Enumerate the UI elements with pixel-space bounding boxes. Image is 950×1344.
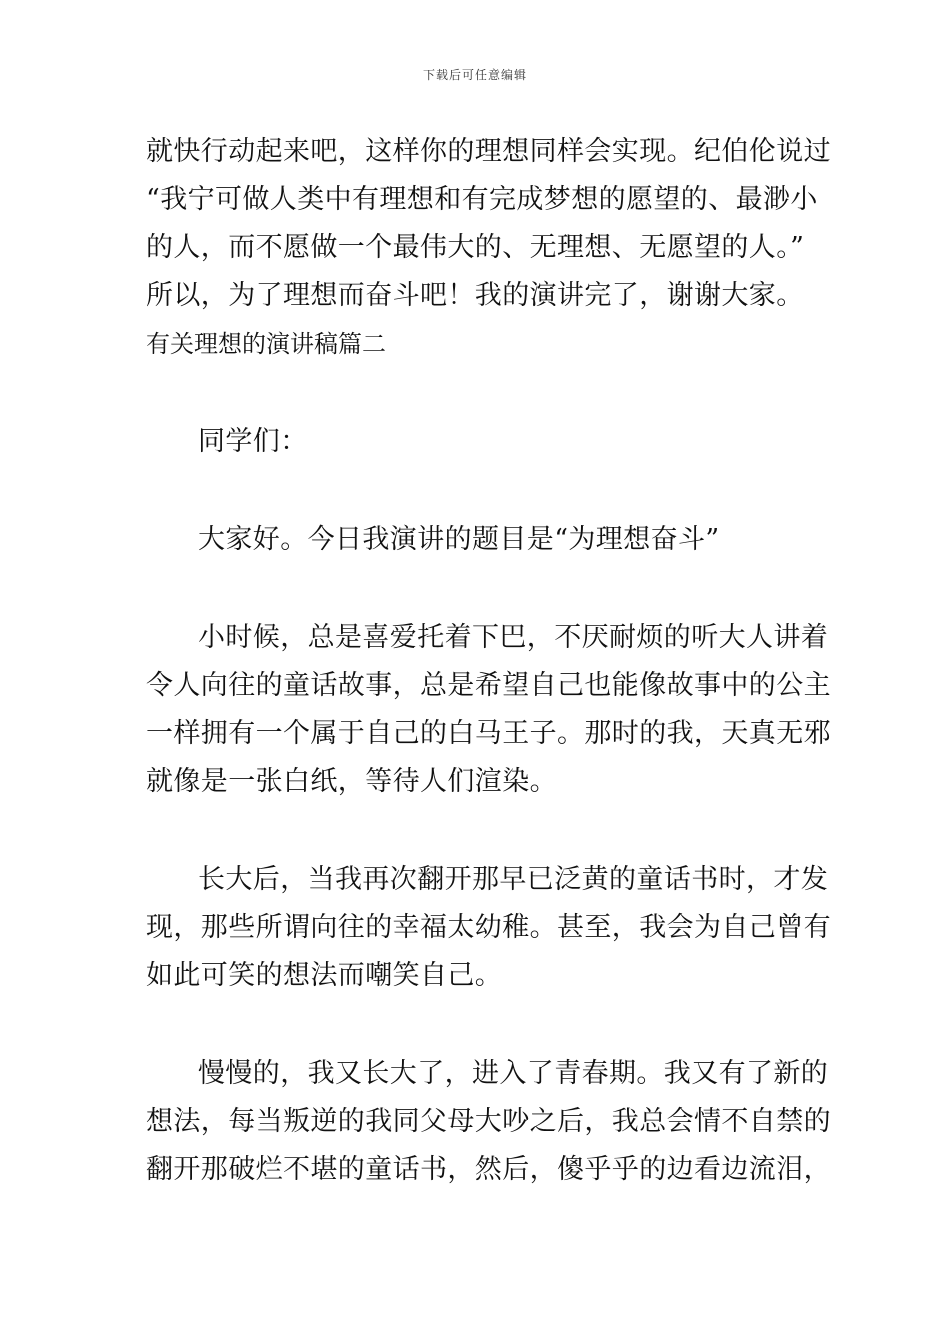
paragraph-3-line: 翻开那破烂不堪的童话书，然后，傻乎乎的边看边流泪， xyxy=(146,1154,831,1185)
paragraph-2-line: 长大后，当我再次翻开那早已泛黄的童话书时，才发 xyxy=(198,864,829,895)
paragraph-1-line: 令人向往的童话故事，总是希望自己也能像故事中的公主 xyxy=(146,670,831,701)
paragraph-3-line: 慢慢的，我又长大了，进入了青春期。我又有了新的 xyxy=(198,1058,829,1089)
section-title: 有关理想的演讲稿篇二 xyxy=(146,330,386,358)
text-line: 的人，而不愿做一个最伟大的、无理想、无愿望的人。” xyxy=(146,232,805,263)
text-line: 就快行动起来吧，这样你的理想同样会实现。纪伯伦说过 xyxy=(146,136,831,167)
text-line: 所以，为了理想而奋斗吧！我的演讲完了，谢谢大家。 xyxy=(146,280,804,311)
paragraph-gap xyxy=(146,368,811,418)
paragraph-gap xyxy=(146,806,811,856)
paragraph-3-line: 想法，每当叛逆的我同父母大吵之后，我总会情不自禁的 xyxy=(146,1106,831,1137)
paragraph-gap xyxy=(146,466,811,516)
page-header-note: 下载后可任意编辑 xyxy=(422,68,527,82)
paragraph-gap xyxy=(146,1000,811,1050)
text-line: “我宁可做人类中有理想和有完成梦想的愿望的、最渺小 xyxy=(146,184,818,215)
paragraph-2-line: 如此可笑的想法而嘲笑自己。 xyxy=(146,960,503,991)
paragraph-2-line: 现，那些所谓向往的幸福太幼稚。甚至，我会为自己曾有 xyxy=(146,912,831,943)
paragraph-1-line: 小时候，总是喜爱托着下巴，不厌耐烦的听大人讲着 xyxy=(198,622,829,653)
paragraph-1-line: 就像是一张白纸，等待人们渲染。 xyxy=(146,766,557,797)
greeting: 同学们： xyxy=(198,426,308,457)
paragraph-gap xyxy=(146,564,811,614)
document-body xyxy=(146,128,831,1194)
paragraph-1-line: 一样拥有一个属于自己的白马王子。那时的我，天真无邪 xyxy=(146,718,831,749)
intro-line: 大家好。今日我演讲的题目是“为理想奋斗” xyxy=(198,524,720,555)
